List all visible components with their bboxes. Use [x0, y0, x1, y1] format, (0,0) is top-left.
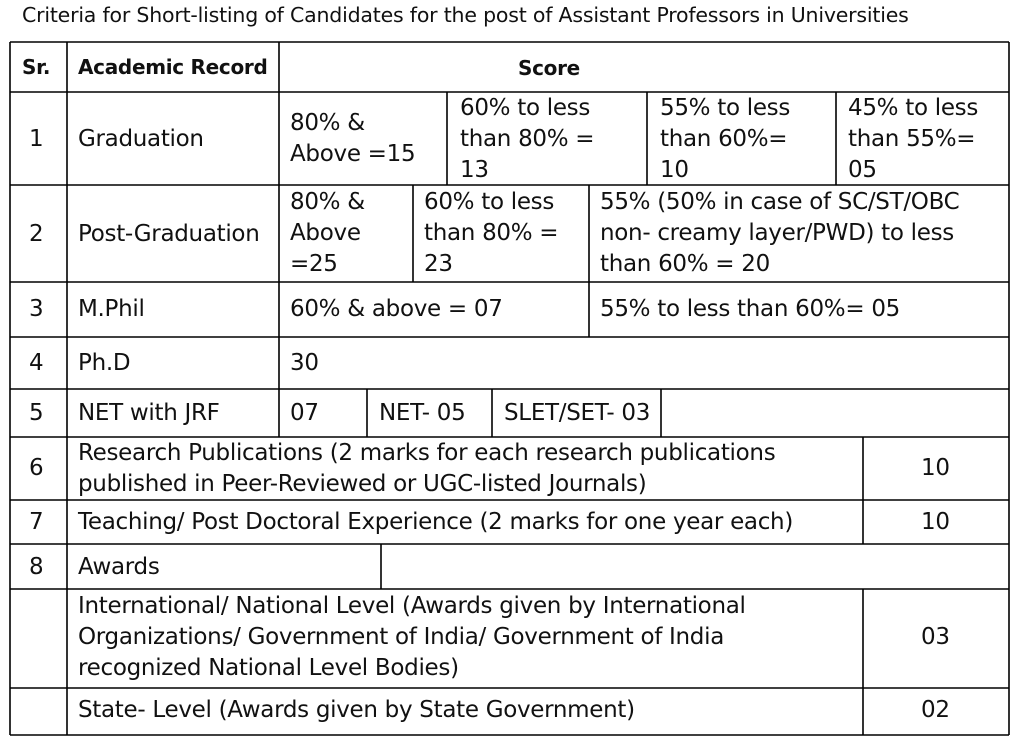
row-7-score: 10 [921, 509, 950, 535]
table-caption: Criteria for Short-listing of Candidates for the post of Assistant Professors in Universities [22, 3, 909, 27]
header-sr: Sr. [22, 55, 51, 79]
row-3-score-1: 60% & above = 07 [290, 296, 503, 322]
row-2-academic-record: Post-Graduation [78, 221, 260, 247]
row-8-sr: 8 [29, 554, 44, 580]
row-3-academic-record: M.Phil [78, 296, 145, 322]
row-1-sr: 1 [29, 126, 44, 152]
row-1-score-3: 55% to less than 60%= 10 [660, 95, 791, 183]
awards-state-level-record: State- Level (Awards given by State Government) [78, 697, 635, 723]
row-1-score-1: 80% & Above =15 [290, 110, 416, 167]
row-7-sr: 7 [29, 509, 44, 535]
row-1-academic-record: Graduation [78, 126, 204, 152]
row-1-score-2: 60% to less than 80% = 13 [460, 95, 595, 183]
header-academic-record: Academic Record [78, 55, 268, 79]
row-7-academic-record: Teaching/ Post Doctoral Experience (2 marks for one year each) [78, 509, 794, 535]
row-4-academic-record: Ph.D [78, 350, 131, 376]
row-6-score: 10 [921, 455, 950, 481]
awards-state-level-score: 02 [921, 697, 950, 723]
row-2-score-3: 55% (50% in case of SC/ST/OBC non- creamy layer/PWD) to less than 60% = 20 [600, 189, 960, 277]
row-2-score-1: 80% & Above =25 [290, 189, 365, 277]
row-8-academic-record: Awards [78, 554, 160, 580]
row-2-sr: 2 [29, 221, 44, 247]
row-3-sr: 3 [29, 296, 44, 322]
row-6-sr: 6 [29, 455, 44, 481]
row-4-sr: 4 [29, 350, 44, 376]
row-5-score-2: NET- 05 [379, 400, 466, 426]
row-3-score-2: 55% to less than 60%= 05 [600, 296, 900, 322]
row-4-score: 30 [290, 350, 319, 376]
row-5-score-1: 07 [290, 400, 319, 426]
row-5-score-3: SLET/SET- 03 [504, 400, 651, 426]
row-6-academic-record: Research Publications (2 marks for each research publications published in Peer-Reviewed or UGC-listed Journals) [78, 440, 776, 497]
awards-international-national-score: 03 [921, 624, 950, 650]
header-score: Score [518, 56, 580, 80]
awards-international-national-record: International/ National Level (Awards given by International Organizations/ Government of India/ Government of India recognized National Level Bodies) [78, 593, 746, 681]
row-2-score-2: 60% to less than 80% = 23 [424, 189, 559, 277]
row-5-academic-record: NET with JRF [78, 400, 220, 426]
row-5-sr: 5 [29, 400, 44, 426]
row-1-score-4: 45% to less than 55%= 05 [848, 95, 979, 183]
